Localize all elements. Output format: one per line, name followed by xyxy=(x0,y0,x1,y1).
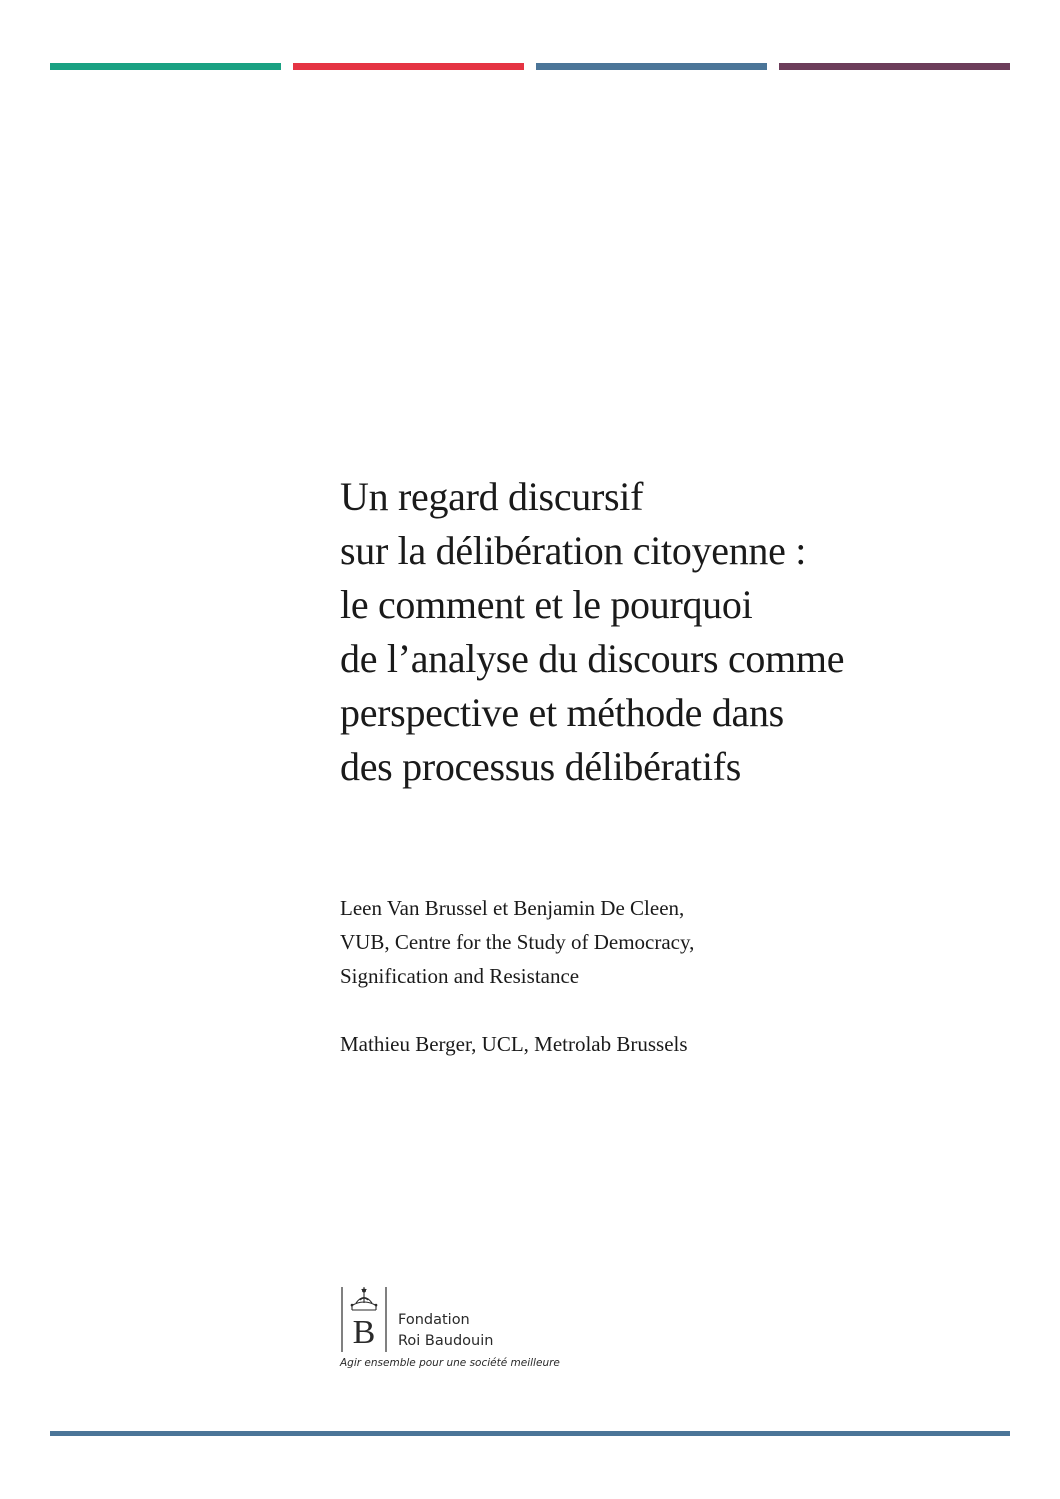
document-title xyxy=(340,470,1030,794)
bottom-color-bar xyxy=(50,1431,1010,1436)
top-bar-blue xyxy=(536,63,767,70)
author-line: Leen Van Brussel et Benjamin De Cleen, xyxy=(340,896,685,920)
logo-mark-letter: B xyxy=(352,1314,376,1351)
title-line: des processus délibératifs xyxy=(340,744,741,789)
top-color-bars xyxy=(50,63,1010,70)
title-line: de l’analyse du discours comme xyxy=(340,636,845,681)
crown-icon xyxy=(340,1284,388,1354)
top-bar-red xyxy=(293,63,524,70)
author-line: Signification and Resistance xyxy=(340,964,580,988)
foundation-tagline: Agir ensemble pour une société meilleure xyxy=(340,1357,560,1369)
author-second: Mathieu Berger, UCL, Metrolab Brussels xyxy=(340,1032,688,1056)
foundation-name-line: Fondation xyxy=(398,1312,470,1328)
title-line: sur la délibération citoyenne : xyxy=(340,528,807,573)
foundation-name xyxy=(398,1310,493,1352)
title-line: Un regard discursif xyxy=(340,474,644,519)
foundation-name-line: Roi Baudouin xyxy=(398,1333,494,1349)
top-bar-green xyxy=(50,63,281,70)
authors-block xyxy=(340,891,980,993)
author-line: VUB, Centre for the Study of Democracy, xyxy=(340,930,695,954)
top-bar-purple xyxy=(779,63,1010,70)
title-line: perspective et méthode dans xyxy=(340,690,784,735)
title-line: le comment et le pourquoi xyxy=(340,582,753,627)
foundation-logo xyxy=(340,1284,600,1374)
